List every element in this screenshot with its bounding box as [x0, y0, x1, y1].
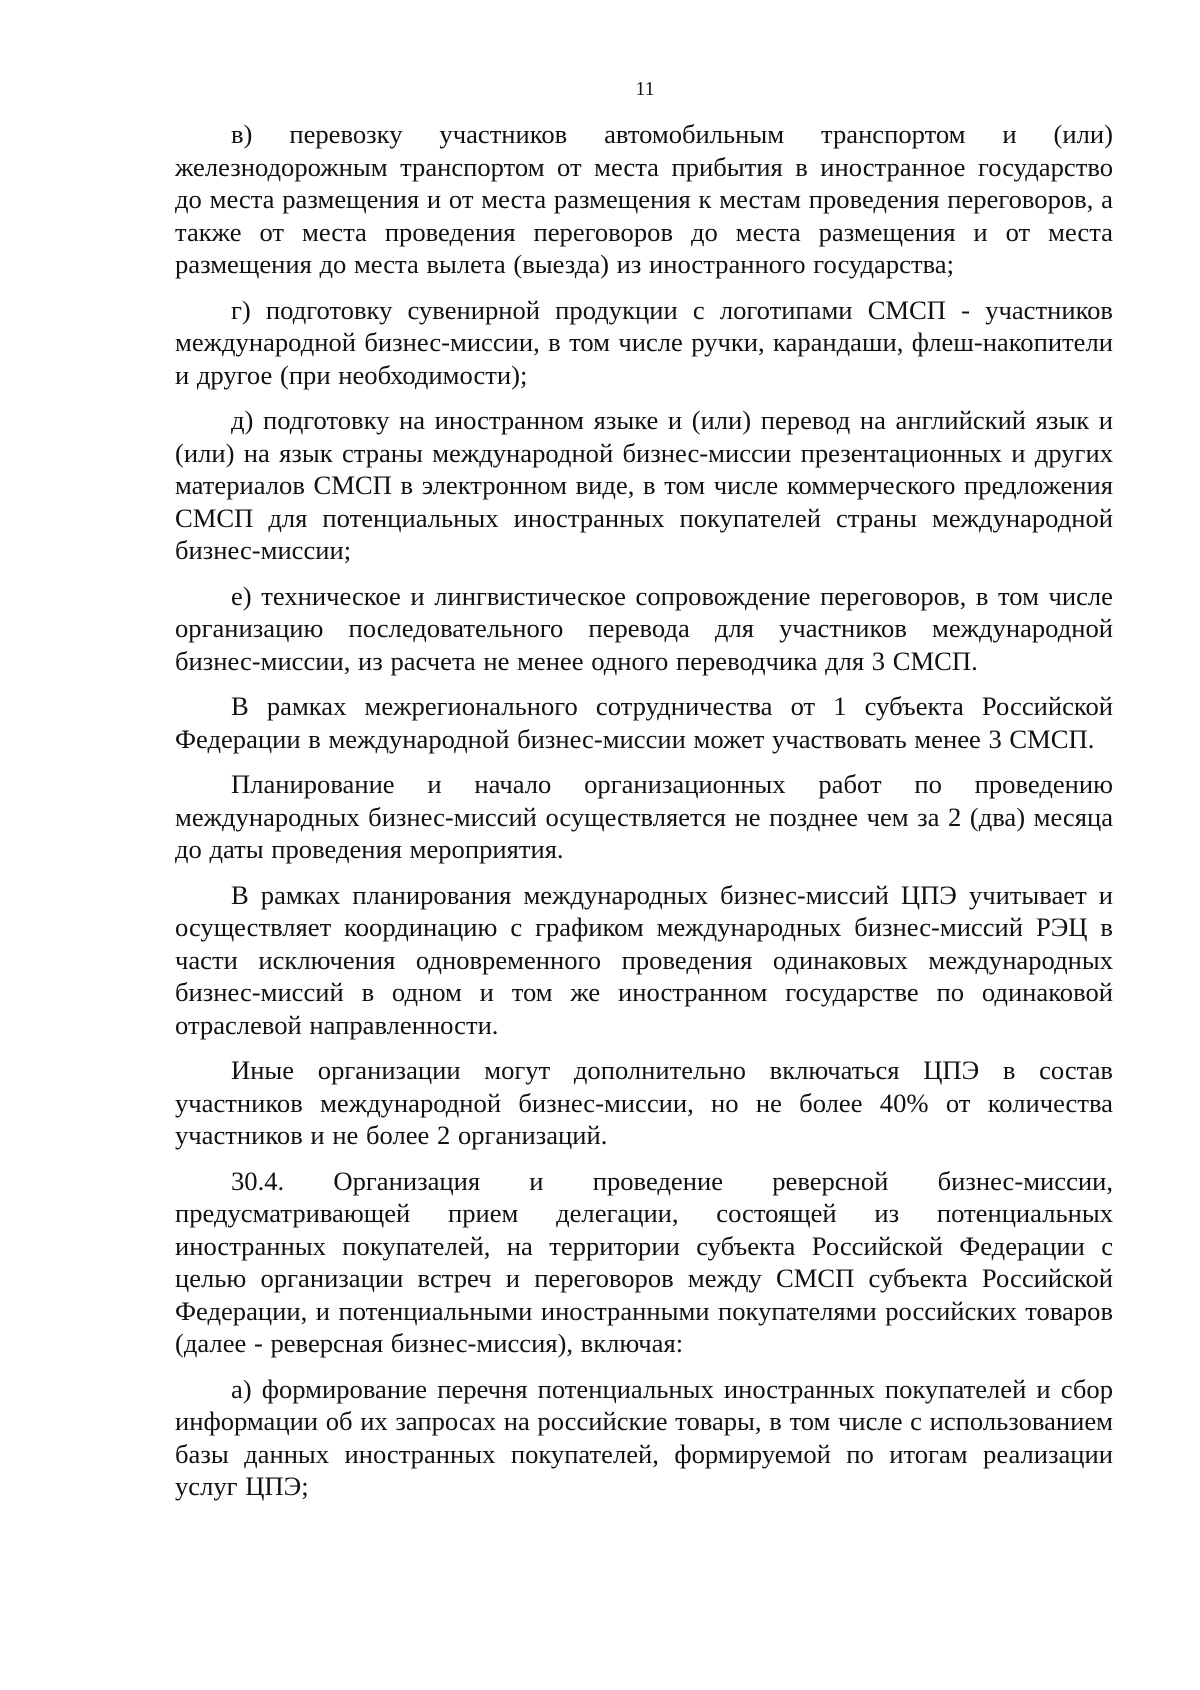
document-body [175, 118, 1113, 1515]
paragraph-item-g: г) подготовку сувенирной продукции с логотипами СМСП - участников международной бизнес-миссии, в том числе ручки, карандаши, флеш-накопители и другое (при необходимости); [175, 294, 1113, 390]
paragraph-coordination: В рамках планирования международных бизнес-миссий ЦПЭ учитывает и осуществляет координацию с графиком международных бизнес-миссий РЭЦ в части исключения одновременного проведения одинаковых международных бизнес-миссий в одном и том же иностранном государстве по одинаковой отраслевой направленности. [175, 879, 1113, 1040]
paragraph-item-a: а) формирование перечня потенциальных иностранных покупателей и сбор информации об их запросах на российские товары, в том числе с использованием базы данных иностранных покупателей, формируемой по итогам реализации услуг ЦПЭ; [175, 1373, 1113, 1501]
paragraph-item-d: д) подготовку на иностранном языке и (или) перевод на английский язык и (или) на язык страны международной бизнес-миссии презентационных и других материалов СМСП в электронном виде, в том числе коммерческого предложения СМСП для потенциальных иностранных покупателей страны международной бизнес-миссии; [175, 405, 1113, 565]
paragraph-section-30-4: 30.4. Организация и проведение реверсной бизнес-миссии, предусматривающей прием делегации, состоящей из потенциальных иностранных покупателей, на территории субъекта Российской Федерации с целью организации встреч и переговоров между СМСП субъекта Российской Федерации, и потенциальными иностранными покупателями российских товаров (далее - реверсная бизнес-миссия), включая: [175, 1165, 1113, 1358]
paragraph-item-e: е) техническое и лингвистическое сопровождение переговоров, в том числе организацию последовательного перевода для участников международной бизнес-миссии, из расчета не менее одного переводчика для 3 СМСП. [175, 580, 1113, 676]
paragraph-item-v: в) перевозку участников автомобильным транспортом и (или) железнодорожным транспортом от места прибытия в иностранное государство до места размещения и от места размещения к местам проведения переговоров, а также от места проведения переговоров до места размещения и от места размещения до места вылета (выезда) из иностранного государства; [175, 119, 1113, 279]
paragraph-other-organizations: Иные организации могут дополнительно включаться ЦПЭ в состав участников международной бизнес-миссии, но не более 40% от количества участников и не более 2 организаций. [175, 1055, 1113, 1150]
page-number: 11 [635, 78, 655, 100]
paragraph-planning: Планирование и начало организационных работ по проведению международных бизнес-миссий осуществляется не позднее чем за 2 (два) месяца до даты проведения мероприятия. [175, 769, 1113, 864]
paragraph-interregional: В рамках межрегионального сотрудничества от 1 субъекта Российской Федерации в международной бизнес-миссии может участвовать менее 3 СМСП. [175, 691, 1113, 754]
